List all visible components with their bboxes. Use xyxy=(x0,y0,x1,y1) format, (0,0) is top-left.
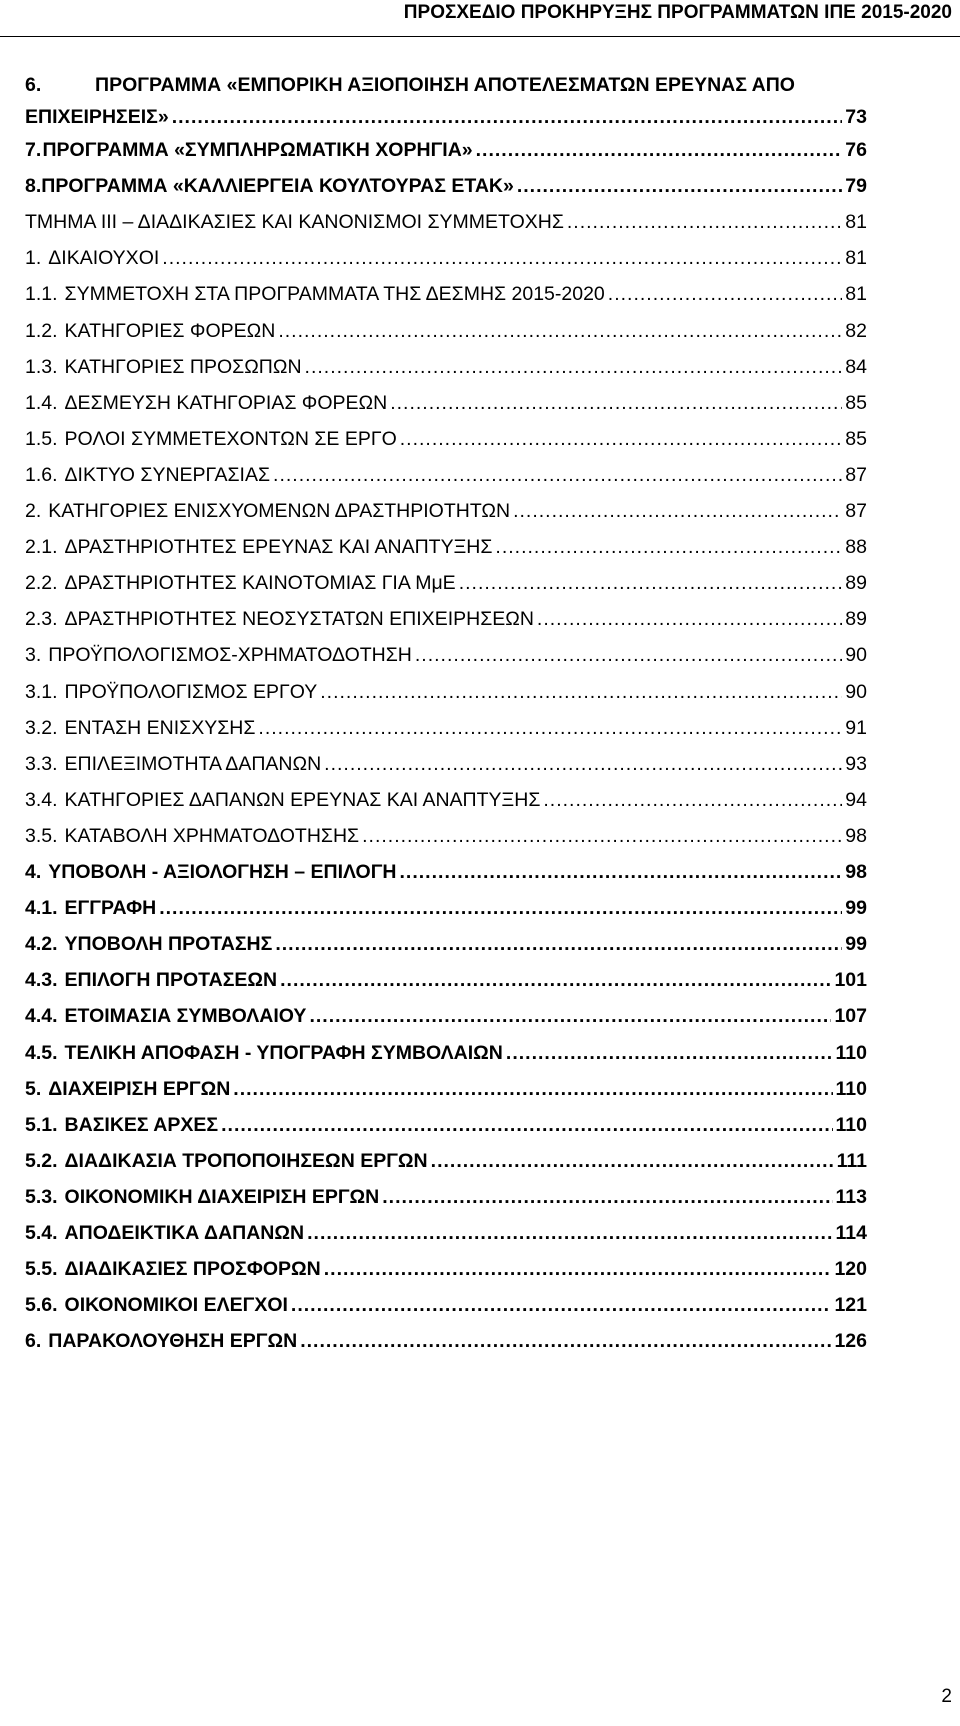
toc-entry[interactable] xyxy=(25,787,867,813)
toc-entry-title: ΔΡΑΣΤΗΡΙΟΤΗΤΕΣ ΚΑΙΝΟΤΟΜΙΑΣ ΓΙΑ ΜμΕ xyxy=(64,572,456,594)
toc-entry-number: 4.4. xyxy=(25,1005,58,1027)
toc-leader-dots xyxy=(172,104,843,130)
toc-entry-title: ΚΑΤΗΓΟΡΙΕΣ ΠΡΟΣΩΠΩΝ xyxy=(64,356,302,378)
toc-leader-dots xyxy=(162,245,842,271)
toc-entry[interactable] xyxy=(25,137,867,163)
toc-page-number: 99 xyxy=(845,933,867,955)
toc-entry[interactable] xyxy=(25,318,867,344)
toc-leader-dots xyxy=(320,679,842,705)
toc-entry-title: ΟΙΚΟΝΟΜΙΚΟΙ ΕΛΕΓΧΟΙ xyxy=(64,1294,288,1316)
toc-page-number: 87 xyxy=(845,500,867,522)
toc-page-number: 88 xyxy=(845,536,867,558)
toc-entry-title: ΠΡΟΫΠΟΛΟΓΙΣΜΟΣ ΕΡΓΟΥ xyxy=(64,681,318,703)
toc-entry-title: ΤΕΛΙΚΗ ΑΠΟΦΑΣΗ - ΥΠΟΓΡΑΦΗ ΣΥΜΒΟΛΑΙΩΝ xyxy=(64,1042,503,1064)
toc-leader-dots xyxy=(221,1112,832,1138)
toc-entry-title: ΔΙΑΔΙΚΑΣΙΕΣ ΠΡΟΣΦΟΡΩΝ xyxy=(64,1258,321,1280)
toc-leader-dots xyxy=(273,462,842,488)
toc-leader-dots xyxy=(324,751,842,777)
toc-entry-title: ΚΑΤΑΒΟΛΗ ΧΡΗΜΑΤΟΔΟΤΗΣΗΣ xyxy=(64,825,360,847)
toc-entry-title: ΕΠΙΛΕΞΙΜΟΤΗΤΑ ΔΑΠΑΝΩΝ xyxy=(64,753,322,775)
toc-leader-dots xyxy=(495,534,842,560)
toc-page-number: 73 xyxy=(845,106,867,128)
toc-entry-title: ΔΡΑΣΤΗΡΙΟΤΗΤΕΣ ΕΡΕΥΝΑΣ ΚΑΙ ΑΝΑΠΤΥΞΗΣ xyxy=(64,536,493,558)
toc-entry-number: 7. xyxy=(25,139,42,161)
toc-leader-dots xyxy=(390,390,842,416)
toc-entry[interactable] xyxy=(25,1292,867,1318)
toc-leader-dots xyxy=(280,967,831,993)
toc-leader-dots xyxy=(300,1328,831,1354)
toc-entry-title: ΕΝΤΑΣΗ ΕΝΙΣΧΥΣΗΣ xyxy=(64,717,256,739)
toc-entry[interactable] xyxy=(25,390,867,416)
toc-page-number: 89 xyxy=(845,572,867,594)
toc-leader-dots xyxy=(513,498,842,524)
toc-page-number: 101 xyxy=(834,969,867,991)
toc-leader-dots xyxy=(400,426,843,452)
toc-entry-number: 3.3. xyxy=(25,753,58,775)
toc-entry-title: ΡΟΛΟΙ ΣΥΜΜΕΤΕΧΟΝΤΩΝ ΣΕ ΕΡΓΟ xyxy=(64,428,397,450)
toc-entry-title: ΚΑΤΗΓΟΡΙΕΣ ΕΝΙΣΧΥΟΜΕΝΩΝ ΔΡΑΣΤΗΡΙΟΤΗΤΩΝ xyxy=(48,500,511,522)
toc-entry-number: 2.3. xyxy=(25,608,58,630)
toc-entry[interactable] xyxy=(25,823,867,849)
toc-entry[interactable] xyxy=(25,1040,867,1066)
toc-entry-title: ΔΙΚΤΥΟ ΣΥΝΕΡΓΑΣΙΑΣ xyxy=(64,464,271,486)
toc-leader-dots xyxy=(258,715,842,741)
toc-page-number: 120 xyxy=(834,1258,867,1280)
toc-page-number: 85 xyxy=(845,428,867,450)
toc-entry-number: 3.2. xyxy=(25,717,58,739)
toc-page-number: 98 xyxy=(845,861,867,883)
toc-entry-number: 1.1. xyxy=(25,283,58,305)
toc-page-number: 84 xyxy=(845,356,867,378)
toc-leader-dots xyxy=(305,354,843,380)
toc-entry-number: 4. xyxy=(25,861,42,883)
toc-leader-dots xyxy=(543,787,842,813)
toc-entry[interactable] xyxy=(25,462,867,488)
toc-entry-title: ΔΡΑΣΤΗΡΙΟΤΗΤΕΣ ΝΕΟΣΥΣΤΑΤΩΝ ΕΠΙΧΕΙΡΗΣΕΩΝ xyxy=(64,608,534,630)
toc-leader-dots xyxy=(307,1220,832,1246)
toc-entry-title: ΠΡΟΫΠΟΛΟΓΙΣΜΟΣ-ΧΡΗΜΑΤΟΔΟΤΗΣΗ xyxy=(48,644,412,666)
toc-page-number: 85 xyxy=(845,392,867,414)
toc-entry-title: ΣΥΜΜΕΤΟΧΗ ΣΤΑ ΠΡΟΓΡΑΜΜΑΤΑ ΤΗΣ ΔΕΣΜΗΣ 2015-2020 xyxy=(64,283,605,305)
toc-entry[interactable] xyxy=(25,354,867,380)
toc-entry[interactable] xyxy=(25,1076,867,1102)
toc-entry-title: ΑΠΟΔΕΙΚΤΙΚΑ ΔΑΠΑΝΩΝ xyxy=(64,1222,305,1244)
toc-entry[interactable] xyxy=(25,570,867,596)
toc-entry-number: 1.6. xyxy=(25,464,58,486)
toc-page-number: 89 xyxy=(845,608,867,630)
toc-leader-dots xyxy=(291,1292,832,1318)
toc-leader-dots xyxy=(278,318,842,344)
toc-page-number: 82 xyxy=(845,320,867,342)
toc-entry[interactable] xyxy=(25,1184,867,1210)
toc-page-number: 90 xyxy=(845,681,867,703)
toc-page-number: 107 xyxy=(834,1005,867,1027)
toc-leader-dots xyxy=(275,931,842,957)
toc-page-number: 91 xyxy=(845,717,867,739)
toc-entry-title: ΕΤΟΙΜΑΣΙΑ ΣΥΜΒΟΛΑΙΟΥ xyxy=(64,1005,307,1027)
toc-entry-title: ΥΠΟΒΟΛΗ ΠΡΟΤΑΣΗΣ xyxy=(64,933,273,955)
toc-leader-dots xyxy=(537,606,842,632)
toc-entry[interactable] xyxy=(25,534,867,560)
toc-entry-number: 1.4. xyxy=(25,392,58,414)
toc-page-number: 94 xyxy=(845,789,867,811)
toc-page-number: 90 xyxy=(845,644,867,666)
toc-page-number: 126 xyxy=(834,1330,867,1352)
toc-entry[interactable] xyxy=(25,1256,867,1282)
toc-leader-dots xyxy=(567,209,842,235)
toc-entry-number: 1.3. xyxy=(25,356,58,378)
toc-entry-number: 3.1. xyxy=(25,681,58,703)
toc-leader-dots xyxy=(476,137,843,163)
toc-entry[interactable] xyxy=(25,104,867,130)
toc-entry[interactable] xyxy=(25,1148,867,1174)
toc-entry-number: 6. xyxy=(25,74,42,96)
toc-leader-dots xyxy=(382,1184,832,1210)
toc-entry-title: ΔΕΣΜΕΥΣΗ ΚΑΤΗΓΟΡΙΑΣ ΦΟΡΕΩΝ xyxy=(64,392,388,414)
toc-entry-number: 1. xyxy=(25,247,42,269)
toc-entry-number: 2. xyxy=(25,500,42,522)
toc-entry-title: ΚΑΤΗΓΟΡΙΕΣ ΔΑΠΑΝΩΝ ΕΡΕΥΝΑΣ ΚΑΙ ΑΝΑΠΤΥΞΗΣ xyxy=(64,789,541,811)
toc-page-number: 93 xyxy=(845,753,867,775)
toc-entry-title: ΒΑΣΙΚΕΣ ΑΡΧΕΣ xyxy=(64,1114,219,1136)
toc-entry[interactable] xyxy=(25,245,867,271)
toc-page-number: 113 xyxy=(835,1186,867,1208)
toc-entry-title: ΔΙΑΧΕΙΡΙΣΗ ΕΡΓΩΝ xyxy=(48,1078,231,1100)
toc-entry-title: ΠΑΡΑΚΟΛΟΥΘΗΣΗ ΕΡΓΩΝ xyxy=(48,1330,298,1352)
toc-entry-title: ΤΜΗΜΑ ΙΙΙ – ΔΙΑΔΙΚΑΣΙΕΣ ΚΑΙ ΚΑΝΟΝΙΣΜΟΙ ΣΥΜΜΕΤΟΧΗΣ xyxy=(25,211,564,233)
toc-entry[interactable] xyxy=(25,1328,867,1354)
toc-page-number: 99 xyxy=(845,897,867,919)
toc-entry-number: 5.5. xyxy=(25,1258,58,1280)
toc-page-number: 110 xyxy=(835,1114,867,1136)
toc-entry[interactable] xyxy=(25,679,867,705)
toc-entry[interactable] xyxy=(25,498,867,524)
toc-entry[interactable] xyxy=(25,426,867,452)
toc-page-number: 98 xyxy=(845,825,867,847)
toc-entry[interactable] xyxy=(25,1003,867,1029)
toc-page-number: 76 xyxy=(845,139,867,161)
toc-entry-title-line1: ΠΡΟΓΡΑΜΜΑ «ΕΜΠΟΡΙΚΗ ΑΞΙΟΠΟΙΗΣΗ ΑΠΟΤΕΛΕΣΜΑΤΩΝ ΕΡΕΥΝΑΣ ΑΠΟ xyxy=(95,74,795,96)
toc-entry[interactable] xyxy=(25,281,867,307)
toc-entry[interactable] xyxy=(25,895,867,921)
toc-entry-title: ΠΡΟΓΡΑΜΜΑ «ΚΑΛΛΙΕΡΓΕΙΑ ΚΟΥΛΤΟΥΡΑΣ ΕΤΑΚ» xyxy=(41,175,514,197)
toc-leader-dots xyxy=(608,281,843,307)
page-number: 2 xyxy=(941,1686,952,1707)
toc-entry[interactable] xyxy=(25,715,867,741)
toc-entry-number: 5.1. xyxy=(25,1114,58,1136)
toc-entry-number: 5. xyxy=(25,1078,42,1100)
toc-entry[interactable] xyxy=(25,1112,867,1138)
toc-entry-number: 4.1. xyxy=(25,897,58,919)
toc-leader-dots xyxy=(362,823,842,849)
toc-entry-title: ΔΙΚΑΙΟΥΧΟΙ xyxy=(48,247,160,269)
toc-page-number: 111 xyxy=(836,1150,867,1172)
toc-leader-dots xyxy=(309,1003,831,1029)
toc-entry-number: 1.5. xyxy=(25,428,58,450)
toc-entry-number: 5.4. xyxy=(25,1222,58,1244)
toc-entry[interactable] xyxy=(25,173,867,199)
toc-entry-title: ΟΙΚΟΝΟΜΙΚΗ ΔΙΑΧΕΙΡΙΣΗ ΕΡΓΩΝ xyxy=(64,1186,380,1208)
toc-entry-number: 4.5. xyxy=(25,1042,58,1064)
toc-page-number: 79 xyxy=(845,175,867,197)
toc-entry-title: ΥΠΟΒΟΛΗ - ΑΞΙΟΛΟΓΗΣΗ – ΕΠΙΛΟΓΗ xyxy=(48,861,397,883)
toc-leader-dots xyxy=(415,642,842,668)
toc-entry[interactable] xyxy=(25,859,867,885)
toc-entry[interactable] xyxy=(25,751,867,777)
header-rule xyxy=(0,36,960,37)
toc-leader-dots xyxy=(324,1256,832,1282)
toc-page-number: 110 xyxy=(835,1042,867,1064)
toc-page-number: 81 xyxy=(845,211,867,233)
toc-leader-dots xyxy=(506,1040,833,1066)
toc-entry-title: ΔΙΑΔΙΚΑΣΙΑ ΤΡΟΠΟΠΟΙΗΣΕΩΝ ΕΡΓΩΝ xyxy=(64,1150,428,1172)
toc-leader-dots xyxy=(459,570,843,596)
toc-entry[interactable] xyxy=(25,931,867,957)
toc-entry[interactable] xyxy=(25,209,867,235)
toc-leader-dots xyxy=(159,895,842,921)
toc-entry-number: 2.1. xyxy=(25,536,58,558)
toc-entry[interactable] xyxy=(25,967,867,993)
toc-entry-number: 5.3. xyxy=(25,1186,58,1208)
toc-leader-dots xyxy=(233,1076,832,1102)
toc-entry-number: 6. xyxy=(25,1330,42,1352)
toc-entry-title: ΕΓΓΡΑΦΗ xyxy=(64,897,157,919)
toc-entry-number: 4.2. xyxy=(25,933,58,955)
toc-leader-dots xyxy=(517,173,842,199)
toc-entry-number: 5.6. xyxy=(25,1294,58,1316)
toc-entry-number: 2.2. xyxy=(25,572,58,594)
toc-entry-number: 3. xyxy=(25,644,42,666)
toc-entry[interactable] xyxy=(25,642,867,668)
toc-page-number: 110 xyxy=(835,1078,867,1100)
toc-entry[interactable] xyxy=(25,1220,867,1246)
toc-page-number: 81 xyxy=(845,283,867,305)
toc-leader-dots xyxy=(431,1148,834,1174)
toc-page-number: 121 xyxy=(834,1294,867,1316)
toc-leader-dots xyxy=(400,859,843,885)
toc-entry-number: 5.2. xyxy=(25,1150,58,1172)
toc-entry-number: 4.3. xyxy=(25,969,58,991)
running-header: ΠΡΟΣΧΕΔΙΟ ΠΡΟΚΗΡΥΞΗΣ ΠΡΟΓΡΑΜΜΑΤΩΝ ΙΠΕ 2015-2020 xyxy=(403,2,952,23)
toc-page-number: 81 xyxy=(845,247,867,269)
toc-entry-title: ΚΑΤΗΓΟΡΙΕΣ ΦΟΡΕΩΝ xyxy=(64,320,276,342)
toc-entry-number: 8. xyxy=(25,175,42,197)
toc-entry-title: ΕΠΙΛΟΓΗ ΠΡΟΤΑΣΕΩΝ xyxy=(64,969,278,991)
toc-entry-number: 3.5. xyxy=(25,825,58,847)
toc-page-number: 114 xyxy=(835,1222,867,1244)
toc-entry-number: 3.4. xyxy=(25,789,58,811)
toc-entry-title-line2: ΕΠΙΧΕΙΡΗΣΕΙΣ» xyxy=(25,106,169,128)
toc-page-number: 87 xyxy=(845,464,867,486)
toc-entry-number: 1.2. xyxy=(25,320,58,342)
toc-entry[interactable] xyxy=(25,606,867,632)
toc-entry-title: ΠΡΟΓΡΑΜΜΑ «ΣΥΜΠΛΗΡΩΜΑΤΙΚΗ ΧΟΡΗΓΙΑ» xyxy=(42,139,473,161)
